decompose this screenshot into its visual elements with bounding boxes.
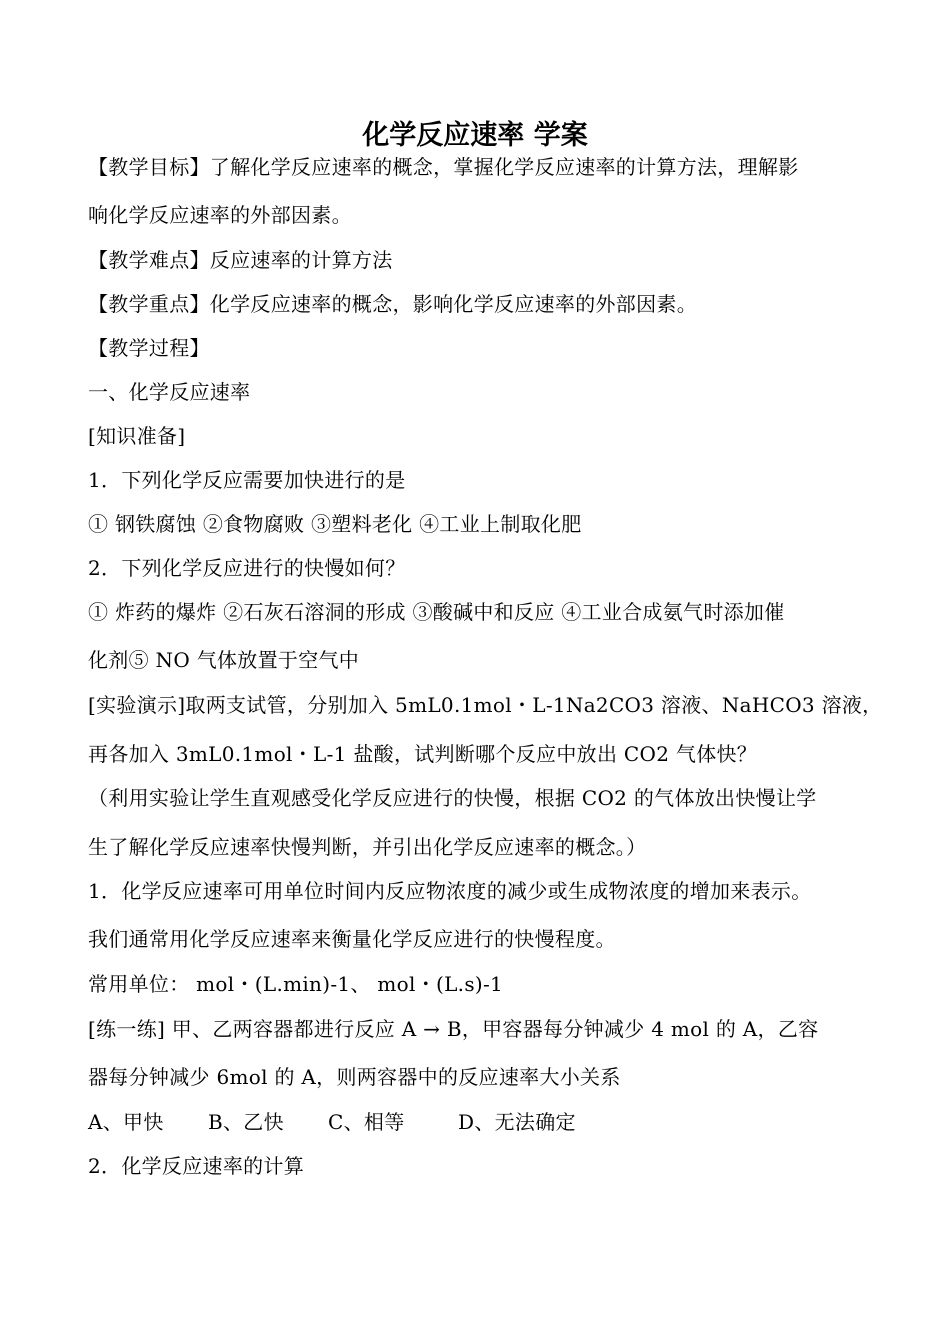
choice-a: A、甲快 xyxy=(88,1110,164,1134)
definition-line-1: 1．化学反应速率可用单位时间内反应物浓度的减少或生成物浓度的增加来表示。 xyxy=(88,879,812,903)
choice-b: B、乙快 xyxy=(208,1110,284,1134)
question-2-options-line-2: 化剂⑤ NO 气体放置于空气中 xyxy=(88,648,360,672)
choice-c: C、相等 xyxy=(328,1110,405,1134)
difficulty-line: 【教学难点】反应速率的计算方法 xyxy=(88,248,393,272)
choice-d: D、无法确定 xyxy=(458,1110,576,1134)
question-2-options-line-1: ① 炸药的爆炸 ②石灰石溶洞的形成 ③酸碱中和反应 ④工业合成氨气时添加催 xyxy=(88,600,785,624)
note-line-1: （利用实验让学生直观感受化学反应进行的快慢，根据 CO2 的气体放出快慢让学 xyxy=(88,786,817,810)
calculation-heading: 2．化学反应速率的计算 xyxy=(88,1154,305,1178)
knowledge-prep-heading: [知识准备] xyxy=(88,424,186,448)
definition-line-2: 我们通常用化学反应速率来衡量化学反应进行的快慢程度。 xyxy=(88,927,616,951)
practice-line-1: [练一练] 甲、乙两容器都进行反应 A → B，甲容器每分钟减少 4 mol 的 A，乙容 xyxy=(88,1017,819,1041)
objective-line-2: 响化学反应速率的外部因素。 xyxy=(88,203,352,227)
note-line-2: 生了解化学反应速率快慢判断，并引出化学反应速率的概念。） xyxy=(88,835,647,859)
key-point-line: 【教学重点】化学反应速率的概念，影响化学反应速率的外部因素。 xyxy=(88,292,697,316)
question-1-options: ① 钢铁腐蚀 ②食物腐败 ③塑料老化 ④工业上制取化肥 xyxy=(88,512,582,536)
demo-line-2: 再各加入 3mL0.1mol・L-1 盐酸，试判断哪个反应中放出 CO2 气体快？ xyxy=(88,742,758,766)
question-1: 1．下列化学反应需要加快进行的是 xyxy=(88,468,406,492)
demo-line-1: [实验演示]取两支试管，分别加入 5mL0.1mol・L-1Na2CO3 溶液、NaHCO3 溶液， xyxy=(88,693,883,717)
objective-line-1: 【教学目标】了解化学反应速率的概念，掌握化学反应速率的计算方法，理解影 xyxy=(88,155,799,179)
answer-choices xyxy=(88,1107,576,1137)
practice-line-2: 器每分钟减少 6mol 的 A，则两容器中的反应速率大小关系 xyxy=(88,1065,621,1089)
question-2: 2．下列化学反应进行的快慢如何？ xyxy=(88,556,406,580)
process-heading: 【教学过程】 xyxy=(88,336,210,360)
section-heading: 一、化学反应速率 xyxy=(88,380,251,404)
units-line: 常用单位： mol・(L.min)-1、 mol・(L.s)-1 xyxy=(88,972,504,996)
page-title: 化学反应速率 学案 xyxy=(362,120,588,151)
